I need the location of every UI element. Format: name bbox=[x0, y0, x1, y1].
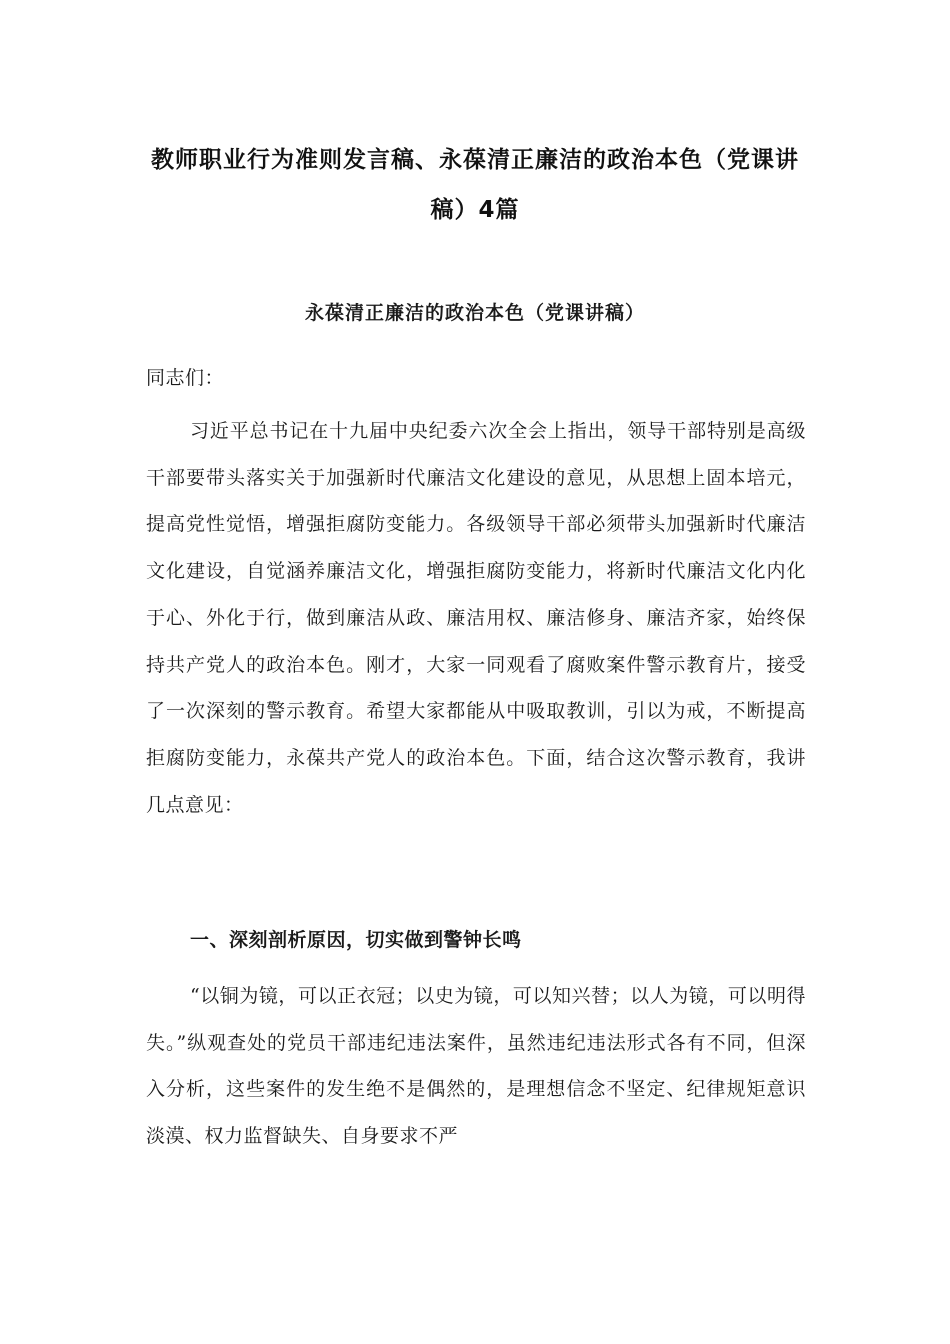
section-heading-1: 一、深刻剖析原因，切实做到警钟长鸣 bbox=[190, 929, 522, 951]
document-title: 教师职业行为准则发言稿、永葆清正廉洁的政治本色（党课讲稿）4篇 bbox=[151, 147, 799, 223]
speech-title: 永葆清正廉洁的政治本色（党课讲稿） bbox=[304, 302, 645, 324]
intro-paragraph: 习近平总书记在十九届中央纪委六次全会上指出，领导干部特别是高级干部要带头落实关于加强新时代廉洁文化建设的意见，从思想上固本培元，提高党性觉悟，增强拒腐防变能力。各级领导干部必须带头加强新时代廉洁文化建设，自觉涵养廉洁文化，增强拒腐防变能力，将新时代廉洁文化内化于心、外化于行，做到廉洁从政、廉洁用权、廉洁修身、廉洁齐家，始终保持共产党人的政治本色。刚才，大家一同观看了腐败案件警示教育片，接受了一次深刻的警示教育。希望大家都能从中吸取教训，引以为戒，不断提高拒腐防变能力，永葆共产党人的政治本色。下面，结合这次警示教育，我讲几点意见： bbox=[146, 420, 806, 816]
salutation: 同志们： bbox=[146, 367, 225, 389]
section-1-paragraph: “以铜为镜，可以正衣冠；以史为镜，可以知兴替；以人为镜，可以明得失。”纵观查处的党员干部违纪违法案件，虽然违纪违法形式各有不同，但深入分析，这些案件的发生绝不是偶然的，是理想信念不坚定、纪律规矩意识淡漠、权力监督缺失、自身要求不严 bbox=[146, 985, 806, 1148]
